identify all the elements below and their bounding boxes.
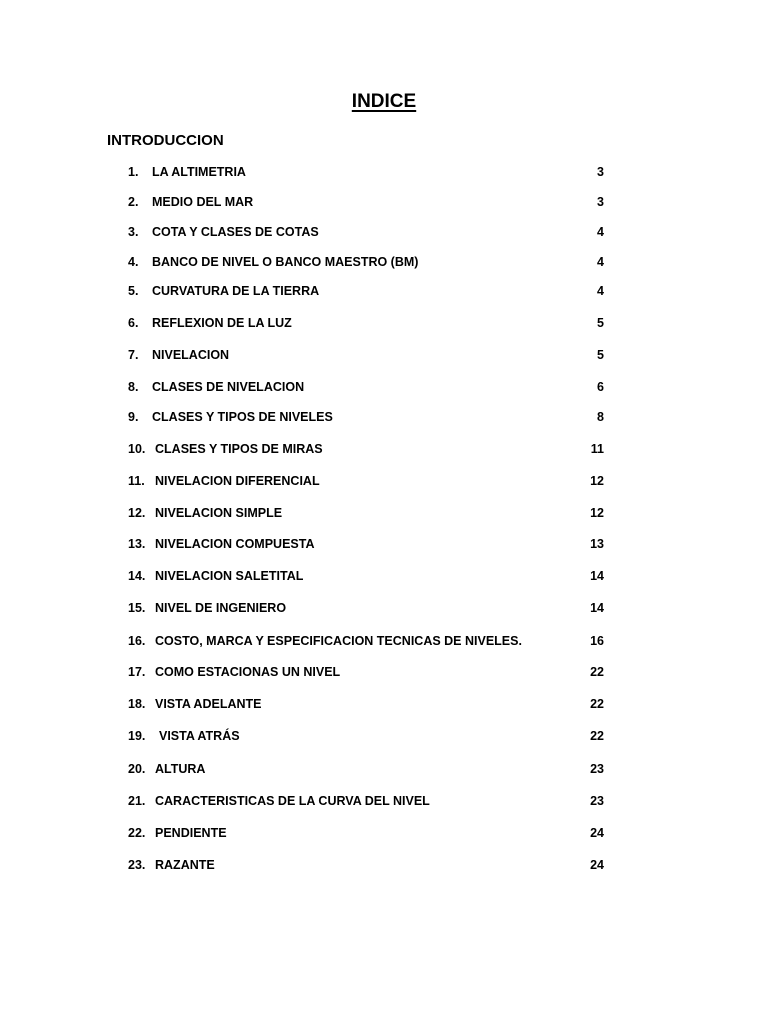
toc-entry-label: NIVEL DE INGENIERO	[155, 601, 287, 615]
toc-entry-label: MEDIO DEL MAR	[152, 195, 254, 209]
toc-entry-label: PENDIENTE	[155, 826, 227, 840]
toc-entry-number: 10.	[128, 442, 146, 456]
toc-entry	[128, 535, 604, 553]
toc-entry-page: 22	[590, 697, 604, 711]
toc-entry-label: NIVELACION SALETITAL	[155, 569, 304, 583]
toc-entry-label: CARACTERISTICAS DE LA CURVA DEL NIVEL	[155, 794, 430, 808]
toc-entry-label: CLASES Y TIPOS DE NIVELES	[152, 410, 333, 424]
page-title-text: INDICE	[351, 91, 417, 112]
toc-entry	[128, 346, 604, 364]
toc-entry	[128, 282, 604, 300]
toc-entry-number: 9.	[128, 410, 139, 424]
toc-entry-number: 2.	[128, 195, 139, 209]
page-title	[0, 89, 768, 115]
toc-entry-label: CLASES DE NIVELACION	[152, 380, 305, 394]
toc-entry-label: COTA Y CLASES DE COTAS	[152, 225, 319, 239]
toc-entry-label: REFLEXION DE LA LUZ	[152, 316, 292, 330]
toc-entry	[128, 223, 604, 241]
toc-entry-page: 11	[590, 442, 604, 456]
toc-entry-label: NIVELACION DIFERENCIAL	[155, 474, 320, 488]
toc-entry-page: 23	[590, 794, 604, 808]
toc-entry-label: BANCO DE NIVEL O BANCO MAESTRO (BM)	[152, 255, 419, 269]
toc-entry	[128, 824, 604, 842]
toc-entry	[128, 253, 604, 271]
toc-entry-page: 13	[590, 537, 604, 551]
toc-entry	[128, 760, 604, 778]
toc-entry-label: RAZANTE	[155, 858, 215, 872]
toc-entry-label: VISTA ATRÁS	[159, 729, 240, 743]
toc-entry-page: 12	[590, 474, 604, 488]
toc-entry	[128, 408, 604, 426]
toc-entry-page: 24	[590, 858, 604, 872]
toc-entry	[128, 663, 604, 681]
toc-entry-label: CLASES Y TIPOS DE MIRAS	[155, 442, 323, 456]
toc-entry-number: 5.	[128, 284, 139, 298]
toc-entry-number: 7.	[128, 348, 139, 362]
toc-entry	[128, 504, 604, 522]
toc-entry-number: 6.	[128, 316, 139, 330]
toc-entry-page: 8	[597, 410, 604, 424]
toc-entry-page: 5	[597, 348, 604, 362]
toc-entry-number: 23.	[128, 858, 146, 872]
toc-entry	[128, 599, 604, 617]
toc-entry-number: 11.	[128, 474, 145, 488]
toc-entry-page: 22	[590, 665, 604, 679]
toc-entry-label: LA ALTIMETRIA	[152, 165, 246, 179]
toc-entry-page: 24	[590, 826, 604, 840]
toc-entry-page: 14	[590, 569, 604, 583]
toc-entry-number: 21.	[128, 794, 146, 808]
toc-entry	[128, 567, 604, 585]
toc-entry	[128, 314, 604, 332]
toc-entry	[128, 163, 604, 181]
toc-entry-label: NIVELACION	[152, 348, 230, 362]
toc-entry	[128, 792, 604, 810]
toc-entry-page: 23	[590, 762, 604, 776]
section-heading-introduccion: INTRODUCCION	[107, 132, 224, 149]
toc-entry	[128, 695, 604, 713]
toc-entry-number: 17.	[128, 665, 146, 679]
toc-entry-label: COMO ESTACIONAS UN NIVEL	[155, 665, 341, 679]
toc-entry-page: 5	[597, 316, 604, 330]
toc-entry-number: 3.	[128, 225, 139, 239]
toc-entry-page: 4	[597, 225, 604, 239]
toc-entry	[128, 193, 604, 211]
toc-entry-page: 4	[597, 284, 604, 298]
toc-entry-number: 15.	[128, 601, 146, 615]
toc-entry-page: 4	[597, 255, 604, 269]
toc-entry-number: 16.	[128, 634, 146, 648]
toc-entry-number: 8.	[128, 380, 139, 394]
toc-entry-number: 4.	[128, 255, 139, 269]
toc-entry-page: 3	[597, 165, 604, 179]
toc-entry-number: 14.	[128, 569, 146, 583]
toc-entry-page: 22	[590, 729, 604, 743]
toc-entry-label: ALTURA	[155, 762, 206, 776]
toc-entry-label: CURVATURA DE LA TIERRA	[152, 284, 320, 298]
toc-entry	[128, 727, 604, 745]
toc-entry-page: 12	[590, 506, 604, 520]
toc-entry-number: 19.	[128, 729, 146, 743]
toc-entry-label: NIVELACION COMPUESTA	[155, 537, 315, 551]
toc-entry-number: 13.	[128, 537, 146, 551]
toc-entry	[128, 632, 604, 650]
toc-entry	[128, 472, 604, 490]
toc-entry-number: 20.	[128, 762, 146, 776]
toc-entry-label: COSTO, MARCA Y ESPECIFICACION TECNICAS DE NIVELES.	[155, 634, 522, 648]
toc-entry-number: 1.	[128, 165, 139, 179]
toc-entry	[128, 378, 604, 396]
toc-entry-page: 14	[590, 601, 604, 615]
toc-entry-number: 22.	[128, 826, 146, 840]
toc-entry	[128, 440, 604, 458]
toc-entry-page: 3	[597, 195, 604, 209]
toc-entry-number: 12.	[128, 506, 146, 520]
toc-entry	[128, 856, 604, 874]
toc-entry-label: NIVELACION SIMPLE	[155, 506, 283, 520]
toc-entry-label: VISTA ADELANTE	[155, 697, 262, 711]
toc-entry-page: 6	[597, 380, 604, 394]
toc-entry-number: 18.	[128, 697, 146, 711]
toc-entry-page: 16	[590, 634, 604, 648]
